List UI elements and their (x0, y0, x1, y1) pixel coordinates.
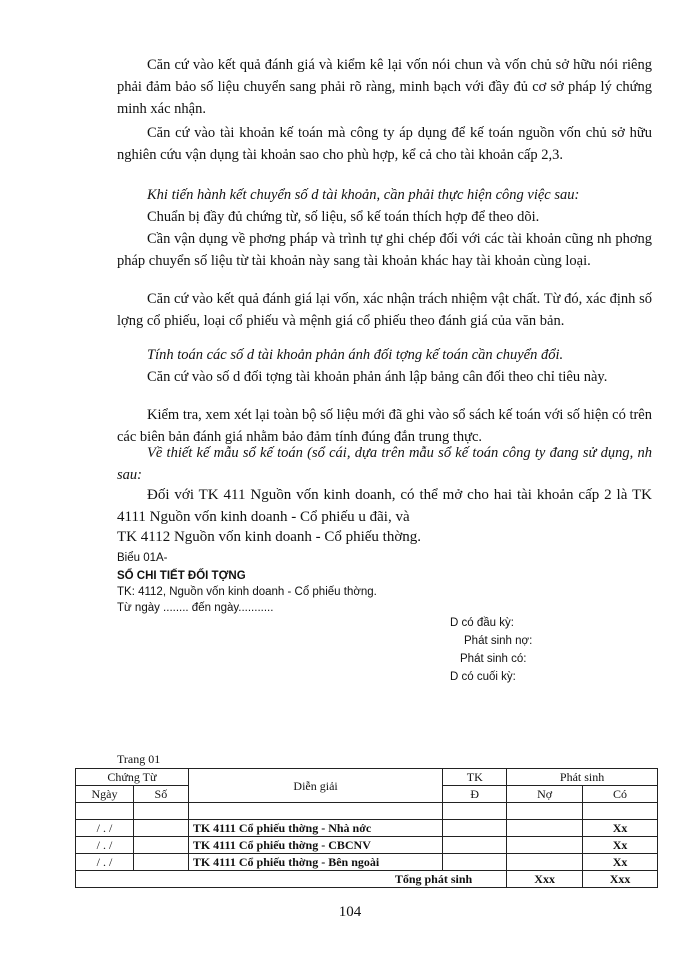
table-row: / . / TK 4111 Cổ phiếu thờng - Bên ngoài Xx (76, 854, 658, 871)
paragraph-11: Đối với TK 411 Nguồn vốn kinh doanh, có thể mở cho hai tài khoản cấp 2 là TK 4111 Nguồn vốn kinh doanh - Cổ phiếu u đãi, và (117, 487, 652, 525)
header-credit: Có (583, 786, 658, 803)
paragraph-8: Căn cứ vào số d đối tợng tài khoản phản ánh lập bảng cân đối theo chỉ tiêu này. (147, 369, 608, 385)
closing-balance: D có cuối kỳ: (450, 671, 516, 683)
total-credit: Xxx (583, 871, 658, 888)
paragraph-3: Khi tiến hành kết chuyển số d tài khoản, cần phải thực hiện công việc sau: (147, 187, 580, 203)
header-description: Diễn giải (188, 769, 442, 803)
header-voucher: Chứng Từ (76, 769, 189, 786)
total-label: Tổng phát sinh (76, 871, 507, 888)
table-total-row (76, 871, 658, 888)
paragraph-10: Về thiết kế mẫu sổ kế toán (sổ cái, dựa trên mẫu sổ kế toán công ty đang sử dụng, nh sau: (117, 445, 652, 483)
form-title: SỔ CHI TIẾT ĐỐI TỢNG (117, 570, 246, 582)
header-number: Số (133, 786, 188, 803)
header-account: TK (443, 769, 507, 786)
table-header-top (76, 769, 658, 786)
table-row: / . / TK 4111 Cổ phiếu thờng - Nhà nớc Xx (76, 820, 658, 837)
header-debit: Nợ (507, 786, 583, 803)
paragraph-12: TK 4112 Nguồn vốn kinh doanh - Cổ phiếu thờng. (117, 529, 422, 545)
opening-balance: D có đầu kỳ: (450, 617, 514, 629)
table-spacer-row (76, 803, 658, 820)
total-debit: Xxx (507, 871, 583, 888)
paragraph-9: Kiểm tra, xem xét lại toàn bộ số liệu mới đã ghi vào sổ sách kế toán với số hiện có trên các biên bản đánh giá nhằm bảo đảm tính đúng đắn trung thực. (117, 407, 652, 445)
debit-arising: Phát sinh nợ: (464, 635, 533, 647)
paragraph-4: Chuẩn bị đầy đủ chứng từ, số liệu, sổ kế toán thích hợp để theo dõi. (147, 209, 540, 225)
paragraph-1: Căn cứ vào kết quả đánh giá và kiểm kê lại vốn nói chun và vốn chủ sở hữu nói riêng phải đảm bảo số liệu chuyển sang phải rõ ràng, minh bạch với đầy đủ cơ sở pháp lý chứng minh xác nhận. (117, 57, 652, 117)
table-row: / . / TK 4111 Cổ phiếu thờng - CBCNV Xx (76, 837, 658, 854)
form-label: Biểu 01A- (117, 552, 168, 564)
paragraph-7: Tính toán các số d tài khoản phản ánh đối tợng kế toán cần chuyển đổi. (147, 347, 564, 363)
header-amount: Phát sinh (507, 769, 658, 786)
page-number: 104 (338, 904, 362, 920)
form-account: TK: 4112, Nguồn vốn kinh doanh - Cổ phiếu thờng. (117, 586, 377, 598)
credit-arising: Phát sinh có: (460, 653, 527, 665)
paragraph-2: Căn cứ vào tài khoản kế toán mà công ty áp dụng để kế toán nguồn vốn chủ sở hữu nghiên cứu vận dụng tài khoản sao cho phù hợp, kể cả cho tài khoản cấp 2,3. (117, 125, 652, 163)
header-date: Ngày (76, 786, 134, 803)
ledger-table (75, 768, 658, 888)
table-page-label: Trang 01 (117, 752, 161, 766)
header-account-sub: Đ (443, 786, 507, 803)
paragraph-5: Cần vận dụng về phơng pháp và trình tự ghi chép đối với các tài khoản cũng nh phơng pháp chuyển số liệu từ tài khoản này sang tài khoản khác hay tài khoản cùng loại. (117, 231, 652, 269)
paragraph-6: Căn cứ vào kết quả đánh giá lại vốn, xác nhận trách nhiệm vật chất. Từ đó, xác định số lợng cổ phiếu, loại cổ phiếu và mệnh giá cổ phiếu theo đánh giá của văn bản. (117, 291, 652, 329)
form-period: Từ ngày ........ đến ngày........... (117, 602, 274, 614)
balance-summary (448, 614, 588, 686)
